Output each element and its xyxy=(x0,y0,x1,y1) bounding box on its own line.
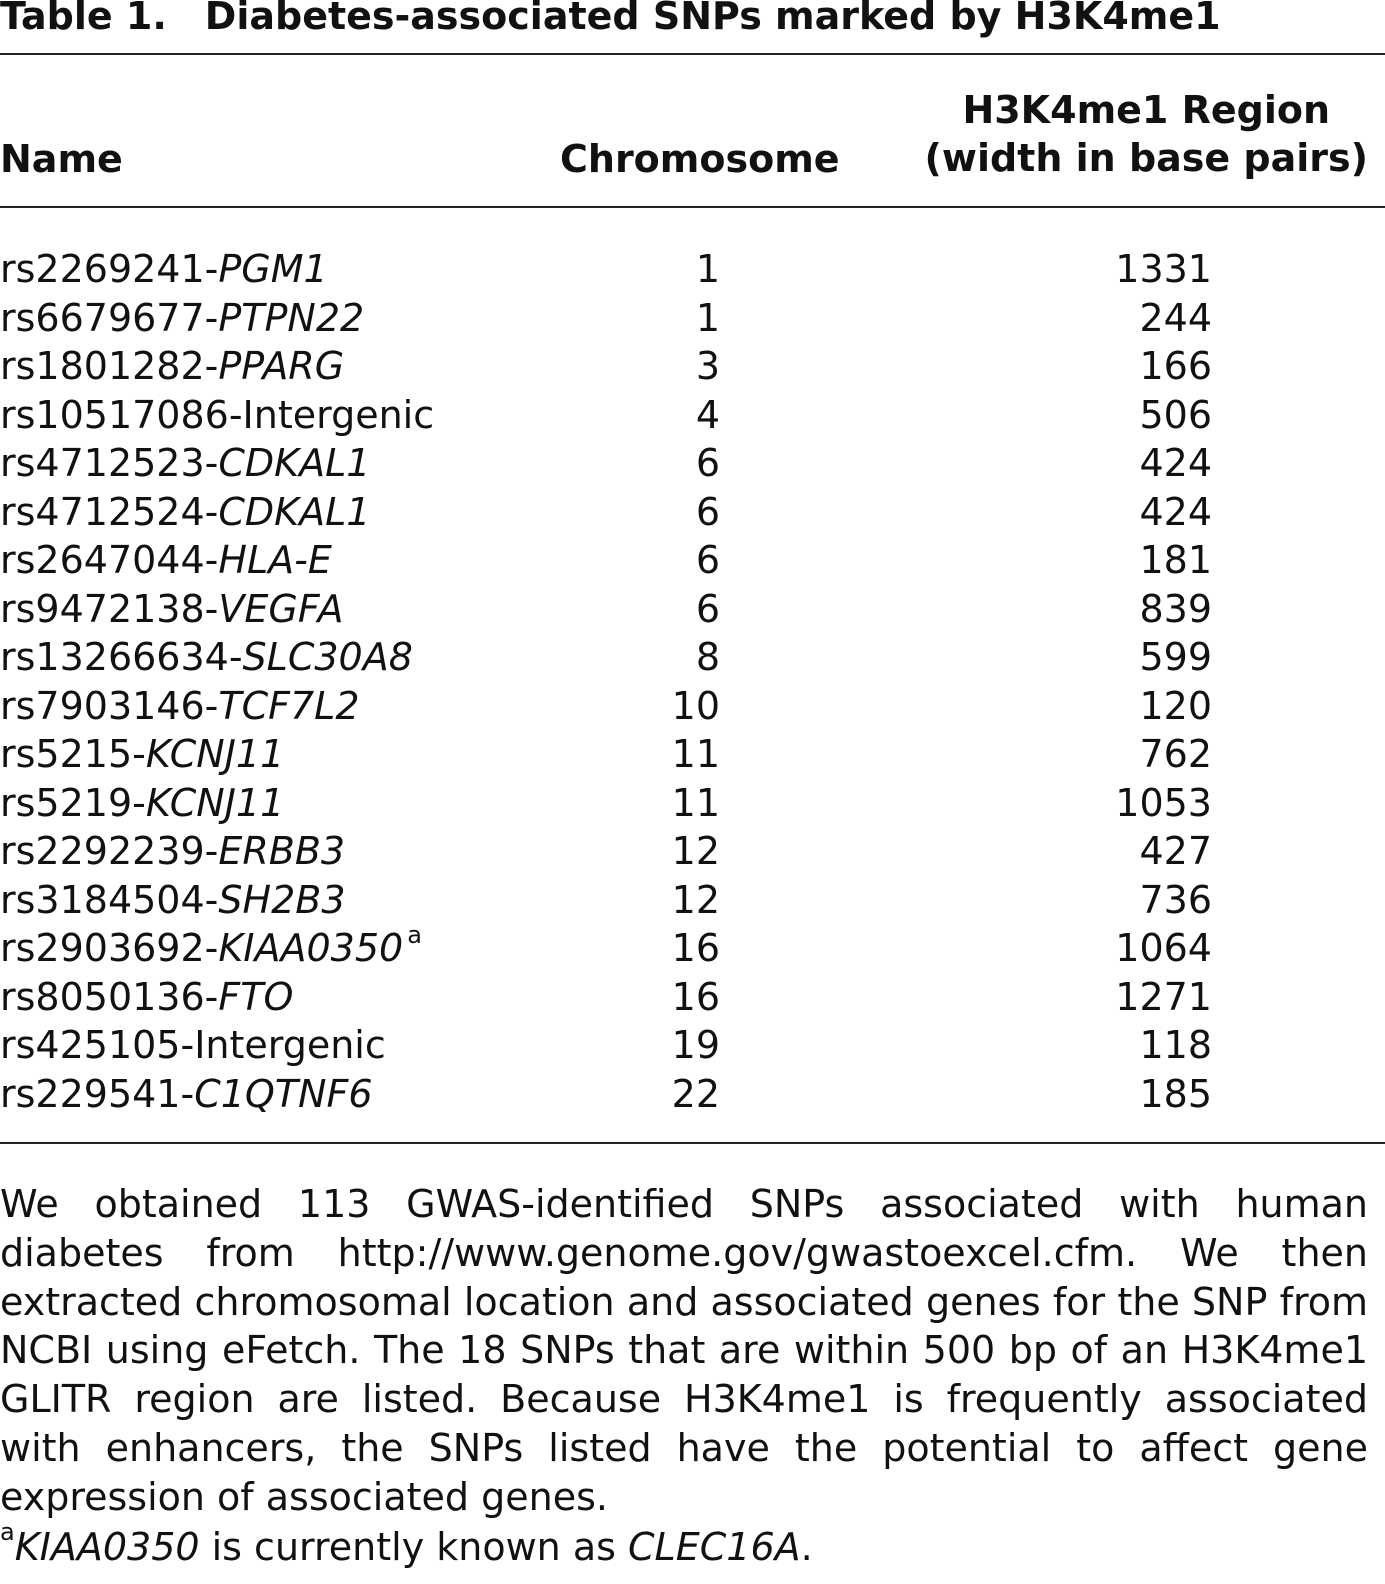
table-row xyxy=(0,488,1385,537)
chromosome-cell: 1 xyxy=(695,247,720,291)
snp-name-cell xyxy=(0,1070,377,1118)
snp-name-cell xyxy=(0,342,348,390)
table-row xyxy=(0,973,1385,1022)
snp-id: rs9472138- xyxy=(0,586,219,631)
chromosome-cell: 1 xyxy=(695,295,720,340)
table-row xyxy=(0,294,1385,343)
snp-name-cell xyxy=(0,973,297,1021)
gene-name: CDKAL1 xyxy=(218,441,371,485)
column-header-region-line1: H3K4me1 Region xyxy=(962,88,1331,132)
gene-name: KCNJ11 xyxy=(145,780,285,825)
snp-id: rs4712524- xyxy=(0,489,219,534)
snp-name-cell xyxy=(0,536,336,584)
footnote-end: . xyxy=(800,1525,813,1569)
chromosome-cell: 6 xyxy=(695,538,720,582)
gene-name: VEGFA xyxy=(218,586,344,631)
table-row xyxy=(0,245,1385,294)
snp-id: rs2903692- xyxy=(0,926,219,970)
table-row xyxy=(0,876,1385,925)
region-width-cell: 120 xyxy=(1139,683,1212,728)
snp-name-cell xyxy=(0,779,288,827)
chromosome-cell: 11 xyxy=(671,780,720,825)
snp-id: rs2269241- xyxy=(0,247,219,291)
region-width-cell: 424 xyxy=(1139,441,1212,485)
header-rule xyxy=(0,206,1385,208)
snp-id: rs5215- xyxy=(0,732,146,776)
region-width-cell: 185 xyxy=(1139,1071,1212,1116)
snp-name-cell xyxy=(0,633,417,681)
region-width-cell: 1053 xyxy=(1115,780,1212,825)
region-width-cell: 736 xyxy=(1139,877,1212,922)
snp-id: rs6679677- xyxy=(0,295,219,340)
bottom-rule xyxy=(0,1142,1385,1144)
region-width-cell: 839 xyxy=(1139,586,1212,631)
chromosome-cell: 6 xyxy=(695,441,720,485)
gene-name: PGM1 xyxy=(218,247,328,291)
snp-name-cell xyxy=(0,391,438,439)
gene-name: FTO xyxy=(218,974,294,1019)
table-note: We obtained 113 GWAS-identified SNPs associated with human diabetes from http://www.genome.gov/gwastoexcel.cfm. We then extracted chromosomal location and associated genes for the SNP from NCBI using eFetch. The 18 SNPs that are within 500 bp of an H3K4me1 GLITR region are listed. Because H3K4me1 is frequently associated with enhancers, the SNPs listed have the potential to affect gene expression of associated genes. xyxy=(0,1182,1368,1519)
snp-name-cell xyxy=(0,876,350,924)
footnote-gene: KIAA0350 xyxy=(14,1525,200,1569)
gene-name: PTPN22 xyxy=(218,295,365,340)
table-caption xyxy=(0,0,1221,38)
region-width-cell: 1331 xyxy=(1115,247,1212,291)
table-row xyxy=(0,633,1385,682)
region-width-cell: 1064 xyxy=(1115,926,1212,970)
gene-name: KIAA0350 xyxy=(218,926,404,970)
snp-name-cell xyxy=(0,488,374,536)
region-width-cell: 506 xyxy=(1139,392,1212,437)
snp-id: rs1801282- xyxy=(0,344,219,388)
top-rule xyxy=(0,53,1385,55)
region-width-cell: 427 xyxy=(1139,829,1212,873)
snp-id: rs2647044- xyxy=(0,538,219,582)
chromosome-cell: 22 xyxy=(671,1071,720,1116)
column-header-chromosome: Chromosome xyxy=(560,137,840,181)
region-width-cell: 762 xyxy=(1139,732,1212,776)
snp-id: rs2292239- xyxy=(0,829,219,873)
snp-name-cell xyxy=(0,827,349,875)
table-row xyxy=(0,585,1385,634)
snp-id: rs5219- xyxy=(0,780,146,825)
gene-name: SLC30A8 xyxy=(242,635,413,679)
snp-name-cell xyxy=(0,585,347,633)
snp-id: rs229541- xyxy=(0,1071,195,1116)
chromosome-cell: 11 xyxy=(671,732,720,776)
snp-name-cell xyxy=(0,294,368,342)
chromosome-cell: 10 xyxy=(671,683,720,728)
chromosome-cell: 12 xyxy=(671,877,720,922)
region-width-cell: 1271 xyxy=(1115,974,1212,1019)
chromosome-cell: 4 xyxy=(695,392,720,437)
footnote-mark: a xyxy=(0,1518,15,1547)
table-label: Table 1. xyxy=(0,0,167,38)
chromosome-cell: 6 xyxy=(695,489,720,534)
table-row xyxy=(0,827,1385,876)
chromosome-cell: 6 xyxy=(695,586,720,631)
gene-name: PPARG xyxy=(218,344,345,388)
snp-id: rs3184504- xyxy=(0,877,219,922)
chromosome-cell: 16 xyxy=(671,926,720,970)
chromosome-cell: 19 xyxy=(671,1023,720,1067)
table-row xyxy=(0,682,1385,731)
snp-name-cell xyxy=(0,730,288,778)
table-row xyxy=(0,391,1385,440)
snp-id: rs10517086-Intergenic xyxy=(0,392,435,437)
chromosome-cell: 12 xyxy=(671,829,720,873)
table-row xyxy=(0,779,1385,828)
region-width-cell: 166 xyxy=(1139,344,1212,388)
gene-name: C1QTNF6 xyxy=(194,1071,373,1116)
snp-id: rs7903146- xyxy=(0,683,219,728)
column-header-name: Name xyxy=(0,137,123,181)
column-header-region-line2: (width in base pairs) xyxy=(924,136,1368,180)
gene-name: HLA-E xyxy=(218,538,332,582)
table-row xyxy=(0,730,1385,779)
table-row xyxy=(0,921,1385,973)
table-footnote xyxy=(0,1518,813,1571)
chromosome-cell: 16 xyxy=(671,974,720,1019)
snp-name-cell xyxy=(0,921,422,972)
snp-name-cell xyxy=(0,682,364,730)
chromosome-cell: 8 xyxy=(695,635,720,679)
gene-name: KCNJ11 xyxy=(145,732,285,776)
region-width-cell: 244 xyxy=(1139,295,1212,340)
snp-name-cell xyxy=(0,245,332,293)
snp-id: rs8050136- xyxy=(0,974,219,1019)
table-row xyxy=(0,439,1385,488)
table-row xyxy=(0,1021,1385,1070)
column-header-region xyxy=(924,86,1368,182)
table-body xyxy=(0,245,1385,1118)
region-width-cell: 424 xyxy=(1139,489,1212,534)
snp-id: rs425105-Intergenic xyxy=(0,1023,386,1067)
snp-name-cell xyxy=(0,439,374,487)
snp-id: rs4712523- xyxy=(0,441,219,485)
gene-name: SH2B3 xyxy=(218,877,346,922)
snp-name-cell xyxy=(0,1021,390,1069)
table-row xyxy=(0,536,1385,585)
table-row xyxy=(0,1070,1385,1119)
region-width-cell: 599 xyxy=(1139,635,1212,679)
footnote-marker: a xyxy=(407,921,422,950)
chromosome-cell: 3 xyxy=(695,344,720,388)
region-width-cell: 181 xyxy=(1139,538,1212,582)
table-row xyxy=(0,342,1385,391)
region-width-cell: 118 xyxy=(1139,1023,1212,1067)
gene-name: TCF7L2 xyxy=(218,683,360,728)
gene-name: ERBB3 xyxy=(218,829,346,873)
snp-id: rs13266634- xyxy=(0,635,243,679)
gene-name: CDKAL1 xyxy=(218,489,371,534)
table-title: Diabetes-associated SNPs marked by H3K4me1 xyxy=(204,0,1221,38)
footnote-alias: CLEC16A xyxy=(628,1525,801,1569)
footnote-text: is currently known as xyxy=(199,1525,629,1569)
